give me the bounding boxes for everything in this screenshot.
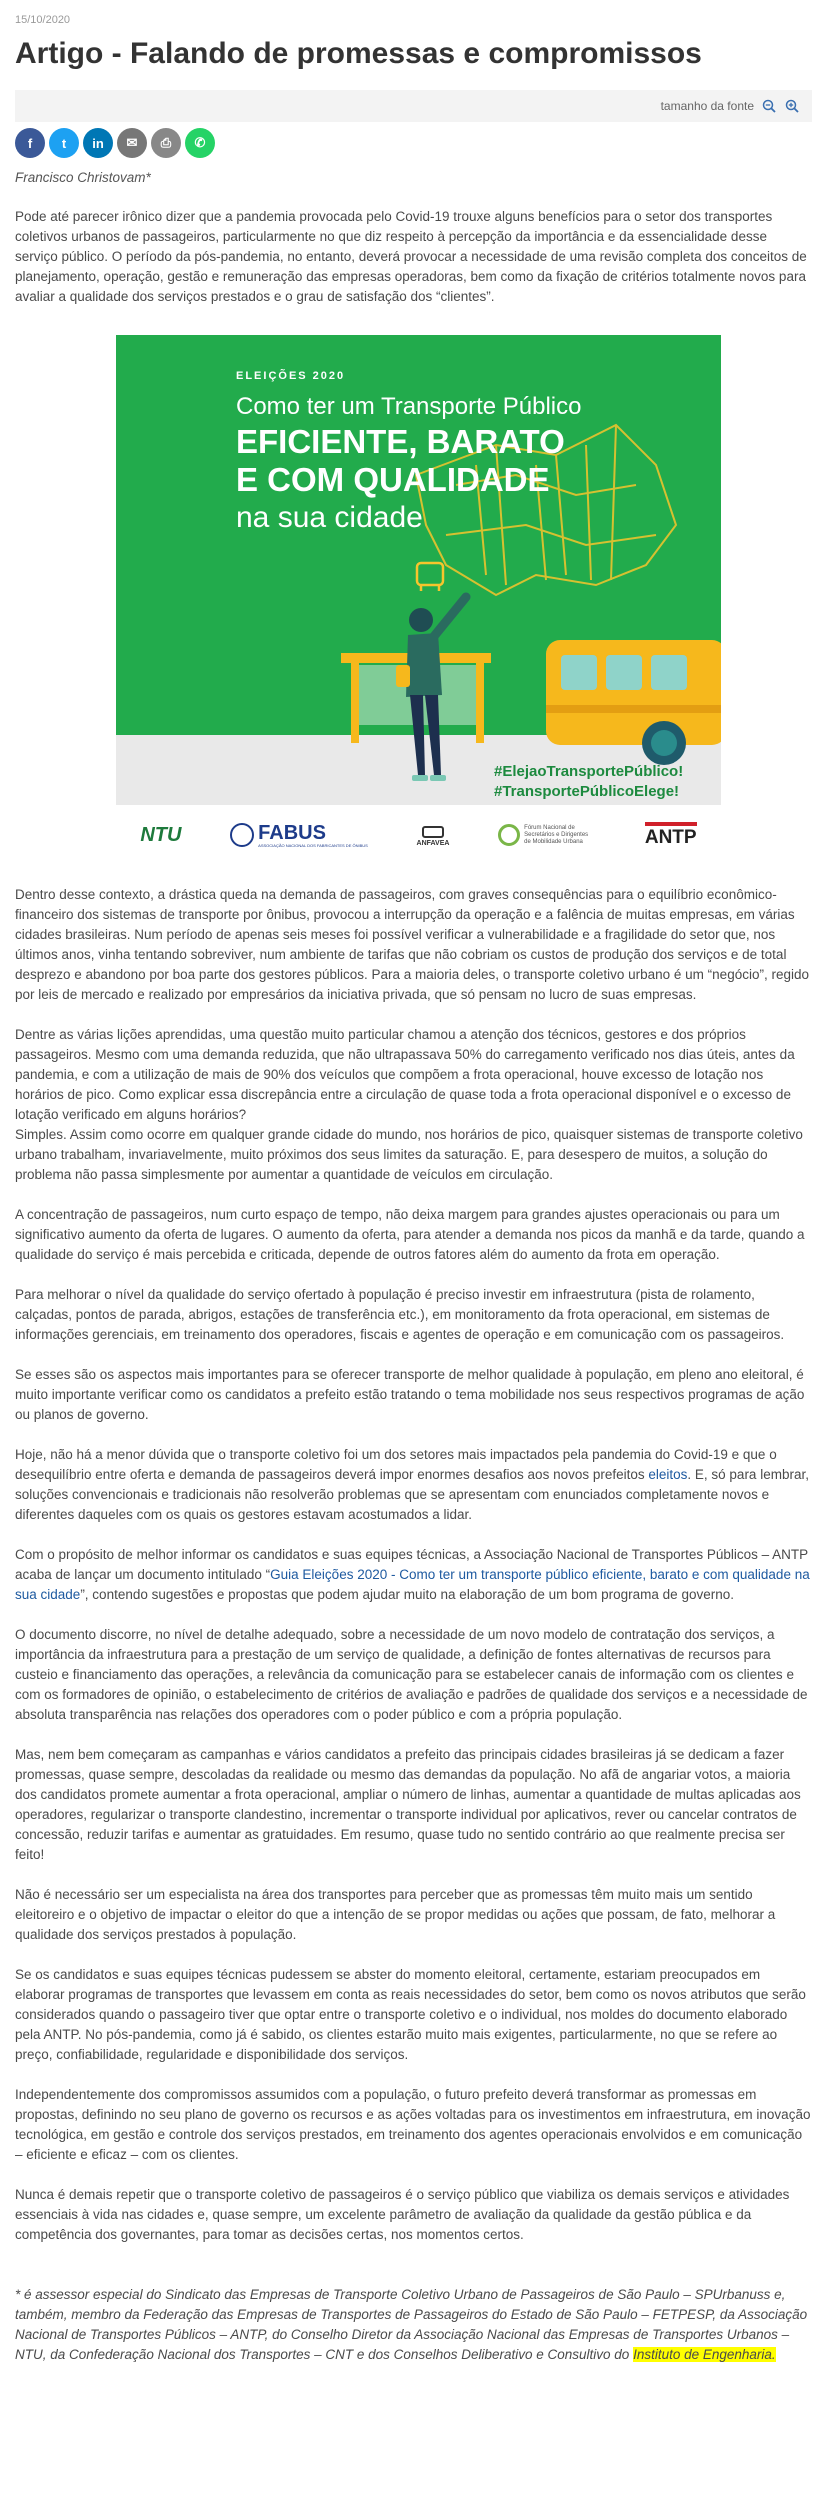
antp-logo: ANTP	[645, 822, 697, 849]
linkedin-share-icon[interactable]: in	[83, 128, 113, 158]
paragraph-10: Mas, nem bem começaram as campanhas e vários candidatos a prefeito das principais cidades brasileiras já se dedicam a fazer promessas, quase sempre, descoladas da realidade ou mesmo das demandas da população. No afã de angariar votos, a maioria dos candidatos promete aumentar a frota operacional, ampliar o número de linhas, aumentar a quantidade de multas aplicadas aos operadores, regularizar o transporte clandestino, incrementar o transporte individual por aplicativos, rever ou cancelar contratos de concessão, reduzir tarifas e aumentar as gratuidades. Em resumo, quase tudo no sentido contrário ao que realmente precisa ser feito!	[15, 1747, 801, 1862]
poster-line4: na sua cidade	[236, 501, 423, 534]
ntu-logo: NTU	[140, 823, 182, 846]
twitter-share-icon[interactable]: t	[49, 128, 79, 158]
article-date: 15/10/2020	[15, 14, 71, 26]
poster-hashtag2: #TransportePúblicoElege!	[494, 783, 680, 800]
eleitos-link[interactable]: eleitos	[648, 1467, 688, 1482]
article-author: Francisco Christovam*	[15, 170, 151, 185]
email-share-icon[interactable]: ✉	[117, 128, 147, 158]
poster-line3: E COM QUALIDADE	[236, 461, 550, 498]
paragraph-6: Se esses são os aspectos mais importantes para se oferecer transporte de melhor qualidade à população, em pleno ano eleitoral, é muito importante verificar como os candidatos a prefeito estão tratando o tema mobilidade nos seus respectivos programas de ação ou planos de governo.	[15, 1367, 805, 1422]
highlighted-text: Instituto de Engenharia.	[633, 2347, 776, 2362]
share-buttons	[15, 128, 812, 158]
intro-paragraph: Pode até parecer irônico dizer que a pandemia provocada pelo Covid-19 trouxe alguns benefícios para o setor dos transportes coletivos urbanos de passageiros, particularmente no que diz respeito à percepção da importância e da essencialidade desse serviço público. O período da pós-pandemia, no entanto, deverá provocar a necessidade de uma revisão completa dos conceitos de planejamento, operação, gestão e remuneração das empresas operadoras, bem como da fixação de critérios totalmente novos para avaliar a qualidade dos serviços prestados e o grau de satisfação dos “clientes”.	[15, 209, 807, 304]
facebook-share-icon[interactable]: f	[15, 128, 45, 158]
zoom-out-icon[interactable]	[761, 98, 777, 114]
author-footnote: * é assessor especial do Sindicato das Empresas de Transporte Coletivo Urbano de Passageiros de São Paulo – SPUrbanuss e, também, membro da Federação das Empresas de Transportes de Passageiros do Estado de São Paulo – FETPESP, da Associação Nacional de Transportes Públicos – ANTP, do Conselho Diretor da Associação Nacional das Empresas de Transportes Urbanos – NTU, da Confederação Nacional dos Transportes – CNT e dos Conselhos Deliberativo e Consultivo do Instituto de Engenharia.	[15, 2287, 808, 2362]
print-share-icon[interactable]: ⎙	[151, 128, 181, 158]
font-size-toolbar	[15, 90, 812, 122]
anfavea-logo: ANFAVEA	[417, 824, 450, 847]
paragraph-7: Hoje, não há a menor dúvida que o transporte coletivo foi um dos setores mais impactados pela pandemia do Covid-19 e que o desequilíbrio entre oferta e demanda de passageiros deverá impor enormes desafios aos novos prefeitos eleitos. E, só para lembrar, soluções convencionais e tradicionais não resolverão problemas que se apresentam com enunciados completamente novos e diferentes daqueles com os quais os gestores estavam acostumados a lidar.	[15, 1447, 809, 1522]
poster-line1: Como ter um Transporte Público	[236, 393, 582, 420]
paragraph-5: Para melhorar o nível da qualidade do serviço ofertado à população é preciso investir em infraestrutura (pista de rolamento, calçadas, pontos de parada, abrigos, estações de transferência etc.), em monitoramento da frota operacional, em sistemas de informações gerenciais, em treinamento dos operadores, fiscais e agentes de operação e em comunicação com os passageiros.	[15, 1287, 785, 1342]
poster-kicker: ELEIÇÕES 2020	[236, 370, 346, 382]
poster-hashtag1: #ElejaoTransportePúblico!	[494, 763, 684, 780]
paragraph-3: Simples. Assim como ocorre em qualquer grande cidade do mundo, nos horários de pico, quaisquer sistemas de transporte coletivo urbano trabalham, invariavelmente, muito próximos dos seus limites da saturação. E, para desespero de muitos, a solução do problema não passa simplesmente por aumentar a quantidade de veículos em circulação.	[15, 1127, 803, 1182]
paragraph-11: Não é necessário ser um especialista na área dos transportes para perceber que as promessas têm muito mais um sentido eleitoreiro e o objetivo de impactar o eleitor do que a intenção de se propor medidas ou ações que possam, de fato, melhorar a qualidade dos serviços prestados à população.	[15, 1887, 776, 1942]
fabus-emblem-icon	[230, 823, 254, 847]
paragraph-14: Nunca é demais repetir que o transporte coletivo de passageiros é o serviço público que viabiliza os demais serviços e atividades essenciais à vida nas cidades e, quase sempre, um excelente parâmetro de avaliação da qualidade da gestão pública e da competência dos governantes, para tomar as decisões certas, nos momentos certos.	[15, 2187, 790, 2242]
fabus-logo: FABUS ASSOCIAÇÃO NACIONAL DOS FABRICANTES DE ÔNIBUS	[230, 823, 368, 848]
zoom-in-icon[interactable]	[784, 98, 800, 114]
paragraph-13: Independentemente dos compromissos assumidos com a população, o futuro prefeito deverá transformar as promessas em propostas, definindo no seu plano de governo os recursos e as ações voltadas para os investimentos em infraestrutura, em inovação tecnológica, em gestão e controle dos serviços prestados, em treinamento dos agentes operacionais envolvidos e em comunicação – eficiente e eficaz – com os clientes.	[15, 2087, 811, 2162]
whatsapp-share-icon[interactable]: ✆	[185, 128, 215, 158]
campaign-poster-image	[116, 335, 721, 805]
paragraph-8: Com o propósito de melhor informar os candidatos e suas equipes técnicas, a Associação Nacional de Transportes Públicos – ANTP acaba de lançar um documento intitulado “Guia Eleições 2020 - Como ter um transporte público eficiente, barato e com qualidade na sua cidade”, contendo sugestões e propostas que podem ajudar muito na elaboração de um bom programa de governo.	[15, 1547, 810, 1602]
guia-eleicoes-link[interactable]: Guia Eleições 2020 - Como ter um transporte público eficiente, barato e com qualidade na sua cidade	[15, 1567, 810, 1602]
paragraph-2: Dentre as várias lições aprendidas, uma questão muito particular chamou a atenção dos técnicos, gestores e dos próprios passageiros. Mesmo com uma demanda reduzida, que não ultrapassava 50% do carregamento verificado nos dias úteis, antes da pandemia, e com a utilização de mais de 90% dos veículos que compõem a frota operacional, houve excesso de lotação nos horários de pico. Como explicar essa discrepância entre a circulação de quase toda a frota operacional disponível e o excesso de lotação verificado em alguns horários?	[15, 1027, 795, 1122]
article-title: Artigo - Falando de promessas e compromissos	[15, 37, 702, 70]
article	[15, 0, 812, 2365]
font-size-label: tamanho da fonte	[660, 99, 754, 113]
partner-logos	[116, 815, 721, 855]
paragraph-1: Dentro desse contexto, a drástica queda na demanda de passageiros, com graves consequências para o equilíbrio econômico-financeiro dos sistemas de transporte por ônibus, provocou a interrupção da operação e a falência de muitas empresas, em várias cidades brasileiras. Num período de apenas seis meses foi possível verificar a vulnerabilidade e a fragilidade do setor que, nos últimos anos, vinha tentando sobreviver, num ambiente de tarifas que não cobriam os custos de produção dos serviços e de total desprezo e abandono por boa parte dos gestores públicos. Para a maioria deles, o transporte coletivo urbano é um “negócio”, regido por leis de mercado e realizado por empresários da iniciativa privada, que só pensam no lucro de suas empresas.	[15, 887, 809, 1002]
paragraph-4: A concentração de passageiros, num curto espaço de tempo, não deixa margem para grandes ajustes operacionais ou para um significativo aumento da oferta de lugares. O aumento da oferta, para atender a demanda nos picos da manhã e da tarde, quando a qualidade do serviço é mais percebida e criticada, depende de outros fatores além do aumento da frota em operação.	[15, 1207, 805, 1262]
paragraph-9: O documento discorre, no nível de detalhe adequado, sobre a necessidade de um novo modelo de contratação dos serviços, a importância da infraestrutura para a prestação de um serviço de qualidade, a definição de fontes alternativas de recursos para custeio e financiamento das operações, a relevância da comunicação para se estabelecer canais de informação com os clientes e com os formadores de opinião, o estabelecimento de critérios de avaliação e padrões de qualidade dos serviços e a necessidade de absoluta transparência nas relações dos operadores com o poder público e com a própria população.	[15, 1627, 808, 1722]
forum-mobilidade-logo: Fórum Nacional de Secretários e Dirigentes de Mobilidade Urbana	[498, 824, 596, 846]
forum-emblem-icon	[498, 824, 520, 846]
poster-line2: EFICIENTE, BARATO	[236, 423, 565, 460]
paragraph-12: Se os candidatos e suas equipes técnicas pudessem se abster do momento eleitoral, certamente, estariam preocupados em elaborar programas de transportes que levassem em conta as reais necessidades do setor, bem como os novos atributos que serão considerados quando o passageiro tiver que optar entre o transporte coletivo e o individual, nos moldes do documento elaborado pela ANTP. No pós-pandemia, como já é sabido, os clientes estarão muito mais exigentes, particularmente, no que se refere ao preço, confiabilidade, regularidade e disponibilidade dos serviços.	[15, 1967, 806, 2062]
